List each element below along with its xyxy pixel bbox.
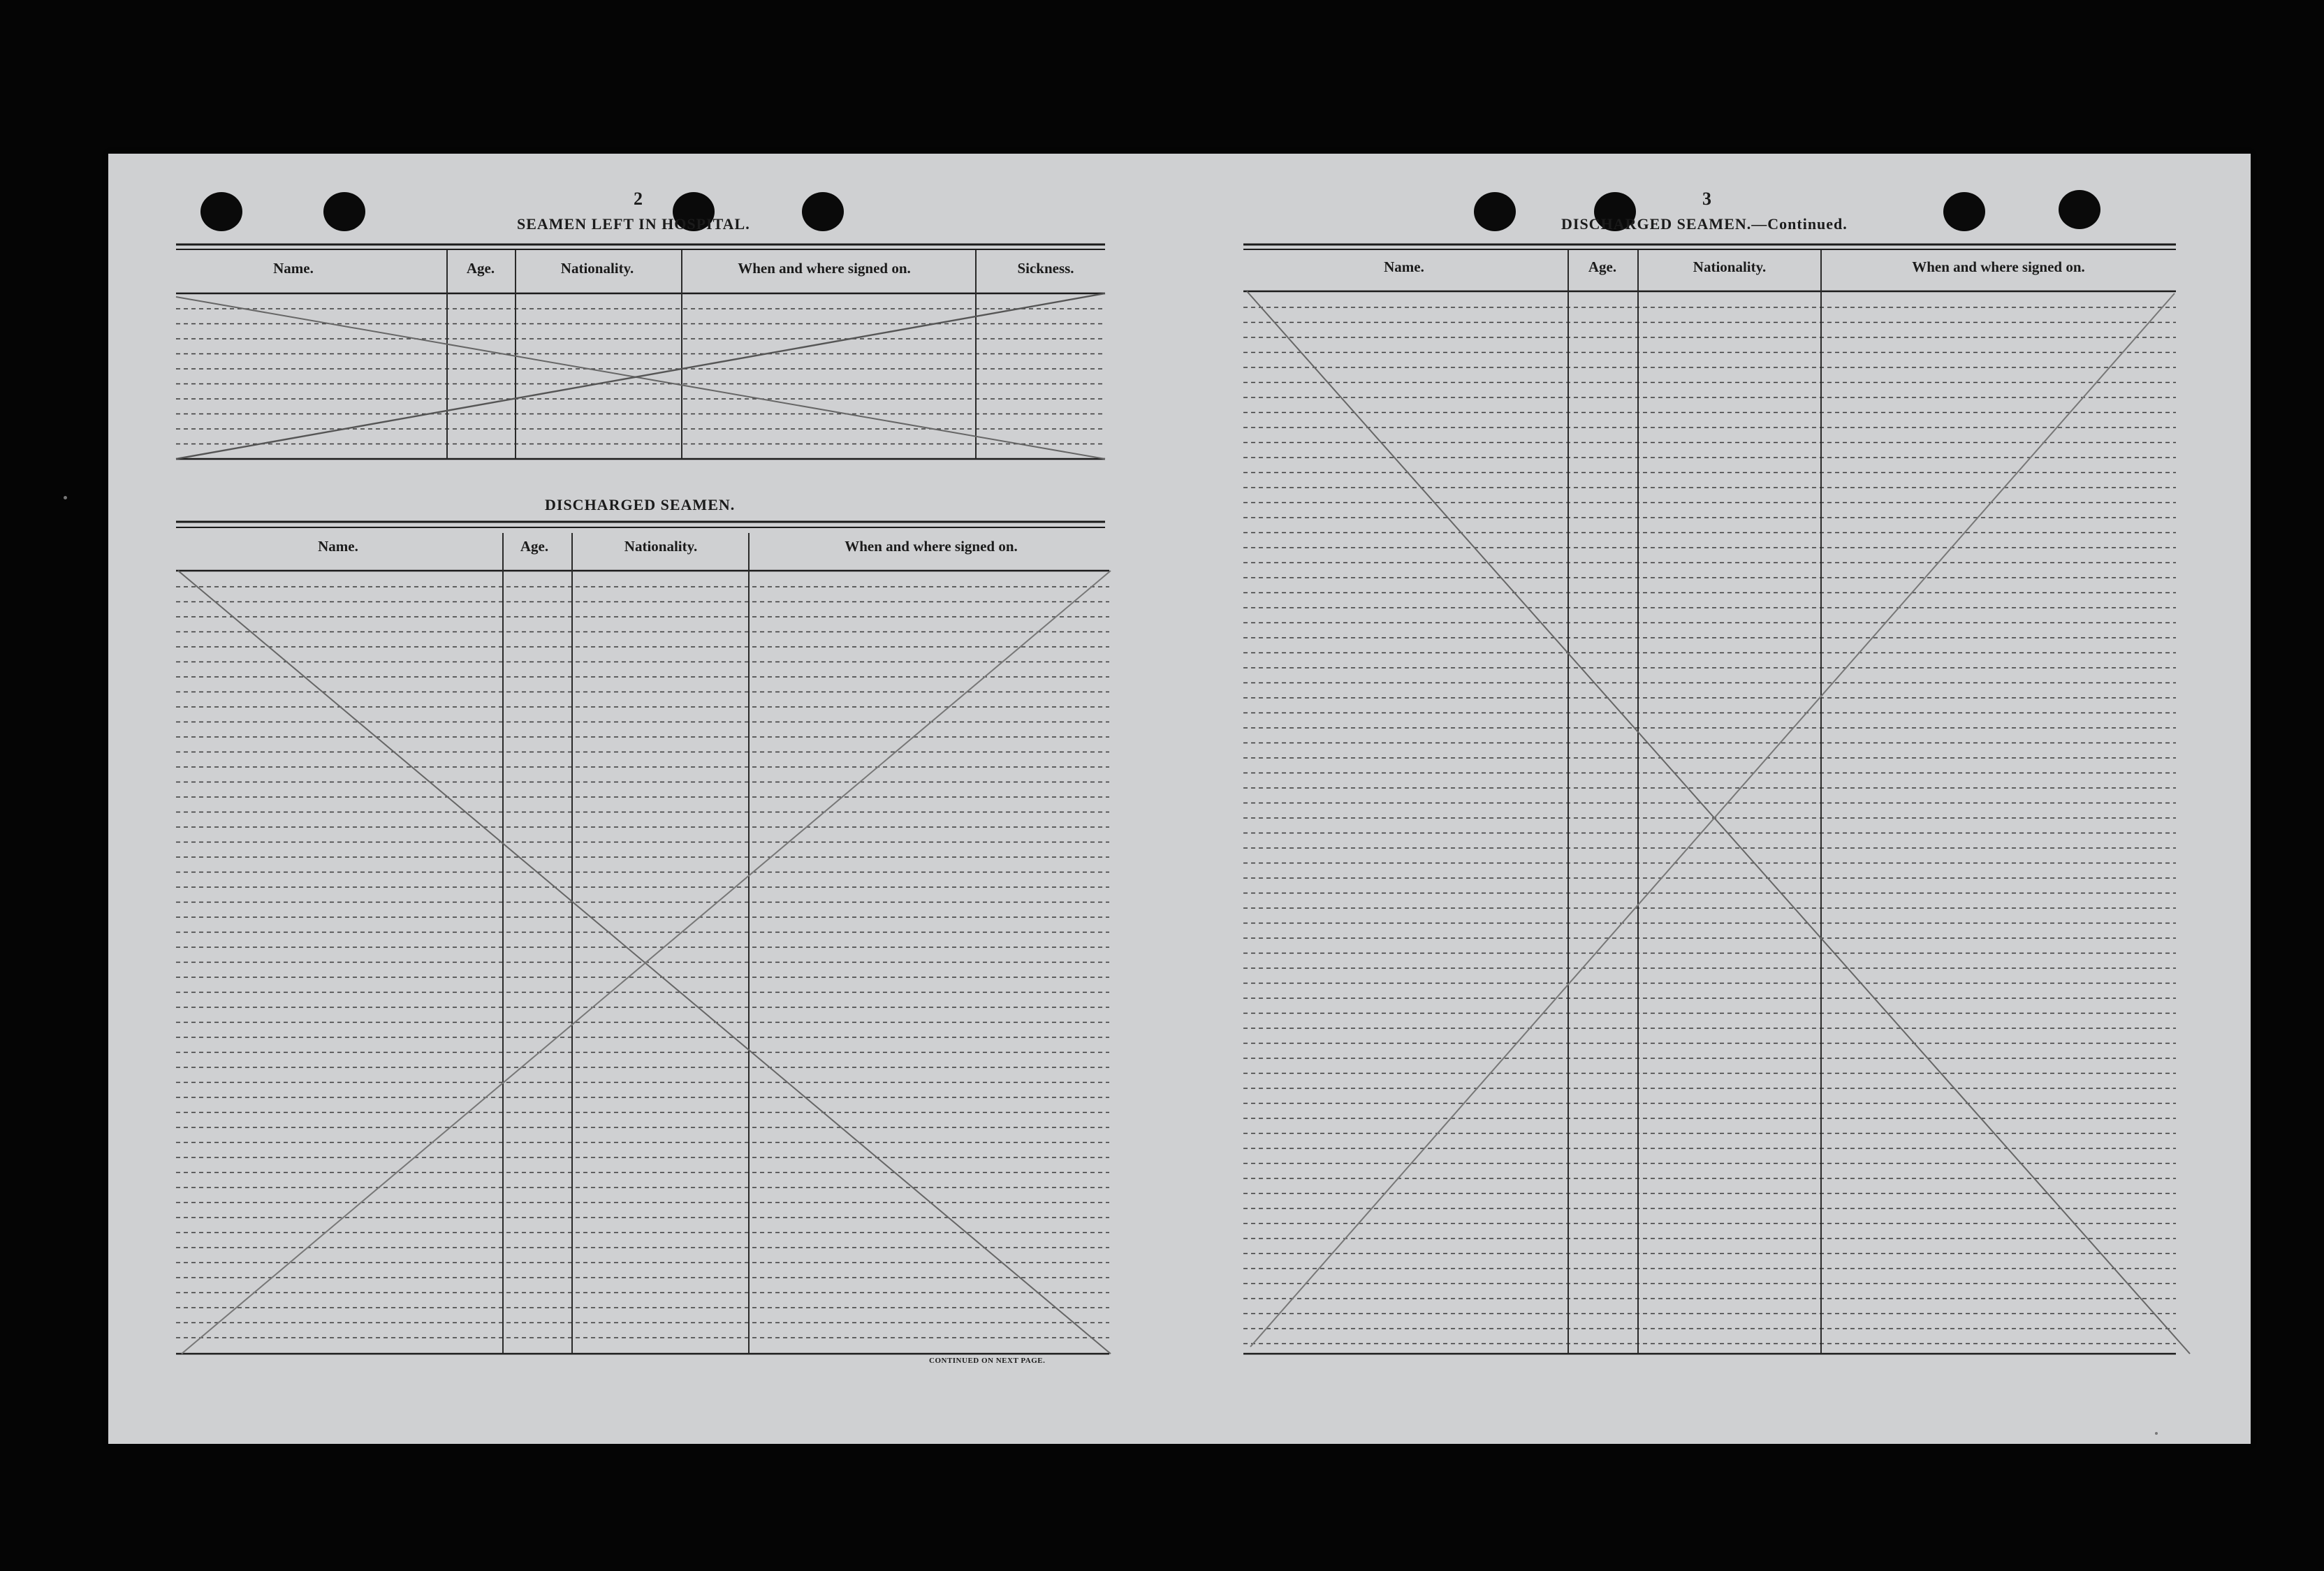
discharged-section-title: DISCHARGED SEAMEN. [545,496,736,513]
discharged-col-nationality: Nationality. [624,538,698,555]
cross-out-stroke [1247,291,2190,1354]
hospital-col-age: Age. [466,260,495,277]
hospital-col-nationality: Nationality. [560,260,634,277]
right-page-number: 3 [1702,189,1711,209]
discharged-col-name: Name. [318,538,358,555]
discharged-col-signed-on: When and where signed on. [845,538,1018,555]
continued-footer: CONTINUED ON NEXT PAGE. [929,1357,1046,1365]
hospital-section-title: SEAMEN LEFT IN HOSPITAL. [517,215,750,233]
hospital-col-sickness: Sickness. [1017,260,1074,277]
left-page-number: 2 [634,189,643,209]
hospital-col-signed-on: When and where signed on. [738,260,911,277]
right-col-name: Name. [1384,258,1424,275]
discharged-col-age: Age. [520,538,549,555]
paper-speck [2155,1432,2158,1435]
right-col-age: Age. [1588,258,1617,275]
document-sheet [108,154,2251,1444]
paper-speck [64,496,67,499]
right-col-nationality: Nationality. [1693,258,1767,275]
right-col-signed-on: When and where signed on. [1912,258,2085,275]
hospital-col-name: Name. [273,260,314,277]
ledger-rules [108,154,2251,1444]
right-section-title: DISCHARGED SEAMEN.—Continued. [1561,215,1848,233]
